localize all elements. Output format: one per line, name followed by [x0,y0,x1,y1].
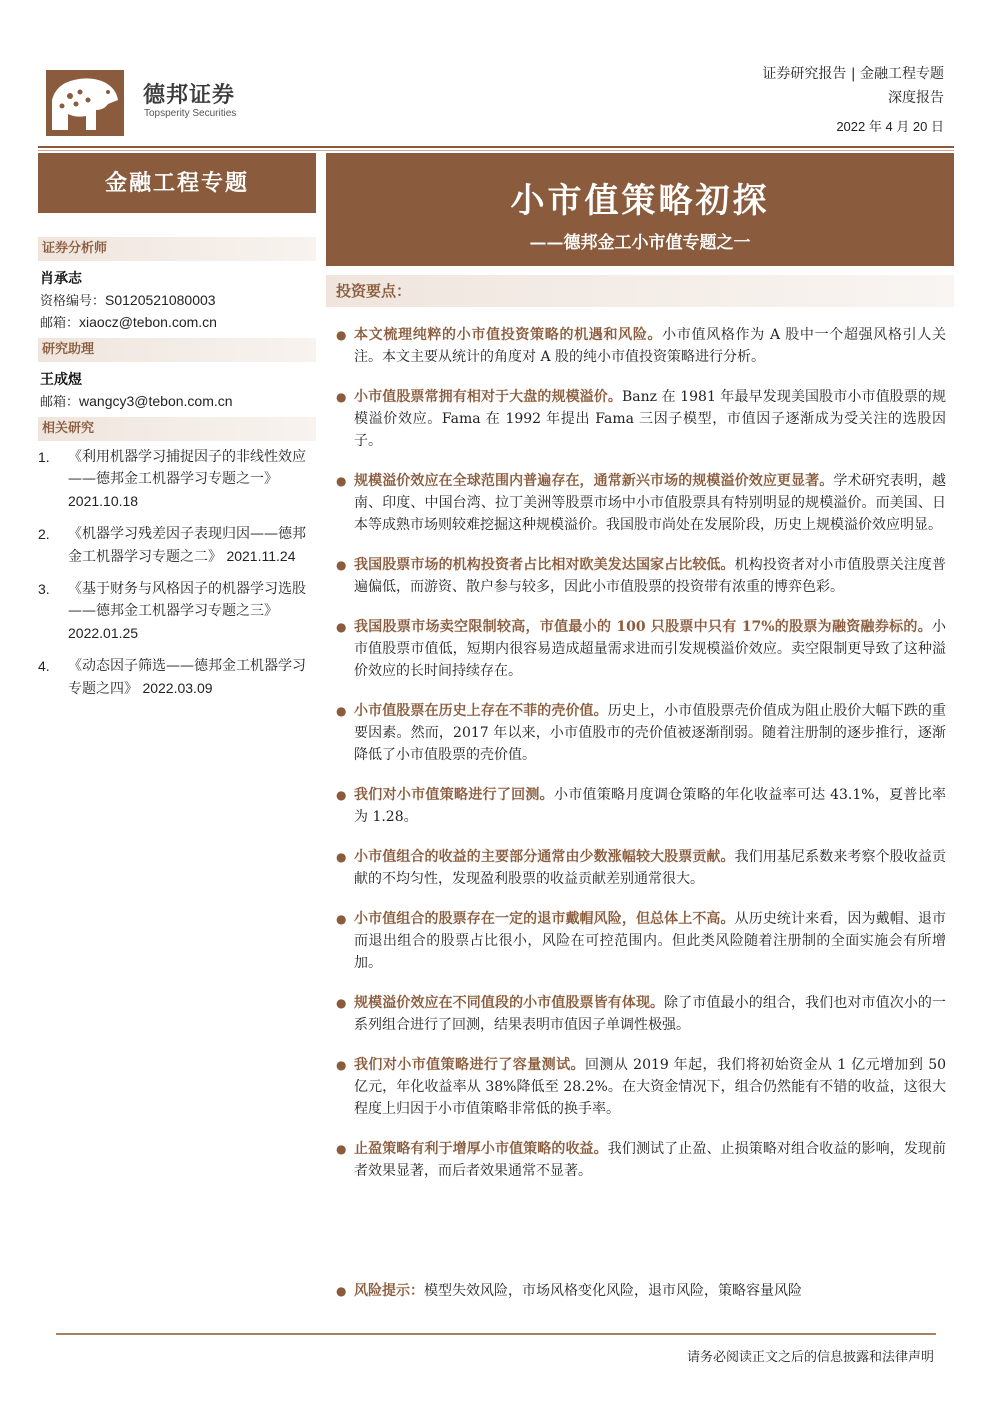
bullet-icon: ● [336,328,347,342]
key-point [334,470,946,536]
company-logo-icon [46,70,124,136]
key-point-text: 从历史统计来看，因为戴帽、退市而退出组合的股票占比很小，风险在可控范围内。但此类风险随着注册制的全面实施会有所增加。 [354,911,947,971]
ref-title: 《机器学习残差因子表现归因——德邦金工机器学习专题之二》 [68,526,306,565]
key-point-highlight: 止盈策略有利于增厚小市值策略的收益。 [354,1141,608,1157]
key-point-text: 学术研究表明，越南、印度、中国台湾、拉丁美洲等股票市场中小市值股票具有特别明显的规模溢价。而美国、日本等成熟市场则较难挖掘这种规模溢价。我国股市尚处在发展阶段，历史上规模溢价效应明显。 [354,473,947,533]
header-divider [38,146,954,148]
key-point [334,616,946,682]
related-research-item[interactable] [38,523,310,568]
ref-number: 4. [38,658,50,674]
analyst-email-link[interactable]: xiaocz@tebon.com.cn [79,314,217,330]
key-point-text: 我们用基尼系数来考察个股收益贡献的不均匀性，发现盈利股票的收益贡献差别通常很大。 [354,849,947,887]
related-research-list [38,446,310,710]
report-title: 小市值策略初探 [510,181,770,221]
key-point [334,784,946,828]
header-divider-thin [38,150,954,151]
key-point [334,992,946,1036]
report-subtype: 深度报告 [888,90,944,106]
related-research-heading: 相关研究 [38,417,316,441]
ref-date: 2021.11.24 [226,548,296,564]
ref-title: 《动态因子筛选——德邦金工机器学习专题之四》 [68,658,306,697]
ref-date: 2022.03.09 [142,680,213,696]
key-point [334,386,946,452]
report-type: 证券研究报告 | 金融工程专题 [762,66,944,82]
bullet-icon: ● [336,850,347,864]
bullet-icon: ● [336,788,347,802]
key-point-text: 机构投资者对小市值股票关注度普遍偏低，而游资、散户参与较多，因此小市值股票的投资带有浓重的博弈色彩。 [354,557,947,595]
brand-name-en: Topsperity Securities [144,108,237,119]
assistant-email-link[interactable]: wangcy3@tebon.com.cn [79,393,233,409]
bullet-icon: ● [336,620,347,634]
analyst-heading: 证券分析师 [38,237,316,261]
key-points-heading: 投资要点： [326,275,954,307]
key-point-text: 小市值策略月度调仓策略的年化收益率可达 43.1%，夏普比率为 1.28。 [354,787,946,825]
ref-number: 2. [38,526,50,542]
key-points-list [334,324,946,1200]
key-point-text: 小市值风格作为 A 股中一个超强风格引人关注。本文主要从统计的角度对 A 股的纯小市值投资策略进行分析。 [354,327,946,365]
key-point [334,846,946,890]
key-point [334,908,946,974]
analyst-cert-label: 资格编号： [40,294,106,309]
ref-number: 1. [38,449,50,465]
key-point-highlight: 我国股票市场的机构投资者占比相对欧美发达国家占比较低。 [354,557,735,573]
analyst-cert: S0120521080003 [105,292,216,308]
ref-date: 2021.10.18 [68,493,139,509]
key-point-highlight: 规模溢价效应在不同值段的小市值股票皆有体现。 [354,995,665,1011]
key-point-highlight: 我们对小市值策略进行了回测。 [354,787,554,803]
bullet-icon: ● [336,704,347,718]
title-banner [326,153,954,266]
analyst-email-line [40,312,217,331]
key-point-highlight: 我们对小市值策略进行了容量测试。 [354,1057,585,1073]
ref-date: 2022.01.25 [68,625,139,641]
key-point-text: 除了市值最小的组合，我们也对市值次小的一系列组合进行了回测，结果表明市值因子单调性极强。 [354,995,947,1033]
bullet-icon: ● [336,558,347,572]
section-banner: 金融工程专题 [38,153,316,213]
assistant-email-line [40,391,233,410]
related-research-item[interactable] [38,446,310,513]
key-point-highlight: 我国股票市场卖空限制较高，市值最小的 100 只股票中只有 17%的股票为融资融券标的。 [354,619,932,635]
risk-text: 模型失效风险，市场风格变化风险，退市风险，策略容量风险 [424,1283,802,1299]
bullet-icon: ● [336,390,347,404]
assistant-heading: 研究助理 [38,338,316,362]
ref-title: 《利用机器学习捕捉因子的非线性效应——德邦金工机器学习专题之一》 [68,449,306,487]
assistant-email-label: 邮箱： [40,395,80,410]
key-point-highlight: 本文梳理纯粹的小市值投资策略的机遇和风险。 [354,327,663,343]
bullet-icon: ● [336,912,347,926]
ref-title: 《基于财务与风格因子的机器学习选股——德邦金工机器学习专题之三》 [68,581,306,619]
key-point-highlight: 规模溢价效应在全球范围内普遍存在，通常新兴市场的规模溢价效应更显著。 [354,473,834,489]
report-date: 2022 年 4 月 20 日 [836,119,944,134]
analyst-name: 肖承志 [40,271,82,287]
key-point [334,554,946,598]
key-point-highlight: 小市值股票在历史上存在不菲的壳价值。 [354,703,608,719]
disclaimer-notice: 请务必阅读正文之后的信息披露和法律声明 [686,1350,934,1365]
key-point-highlight: 小市值股票常拥有相对于大盘的规模溢价。 [354,389,622,405]
key-point-text: 历史上，小市值股票壳价值成为阻止股价大幅下跌的重要因素。然而，2017 年以来，小市值股市的壳价值被逐渐削弱。随着注册制的逐步推行，逐渐降低了小市值股票的壳价值。 [354,703,947,763]
risk-warning [334,1280,946,1302]
analyst-cert-line [40,290,216,309]
key-point-text: 小市值股票市值低，短期内很容易造成超量需求进而引发规模溢价效应。卖空限制更导致了这种溢价效应的长时间持续存在。 [354,619,946,679]
footer-divider [56,1333,936,1335]
key-point [334,1138,946,1182]
key-point-text: Banz 在 1981 年最早发现美国股市小市值股票的规模溢价效应。Fama 在 1992 年提出 Fama 三因子模型，市值因子逐渐成为受关注的选股因子。 [354,389,946,449]
key-point [334,324,946,368]
analyst-email-label: 邮箱： [40,316,80,331]
key-point [334,700,946,766]
bullet-icon: ● [336,996,347,1010]
bullet-icon: ● [336,1284,347,1298]
bullet-icon: ● [336,474,347,488]
key-point-highlight: 小市值组合的股票存在一定的退市戴帽风险，但总体上不高。 [354,911,735,927]
key-point-highlight: 小市值组合的收益的主要部分通常由少数涨幅较大股票贡献。 [354,849,735,865]
key-point-text: 我们测试了止盈、止损策略对组合收益的影响，发现前者效果显著，而后者效果通常不显著。 [354,1141,947,1179]
brand-name-cn: 德邦证券 [143,83,236,108]
related-research-item[interactable] [38,655,310,700]
key-point-text: 回测从 2019 年起，我们将初始资金从 1 亿元增加到 50 亿元，年化收益率从 38%降低至 28.2%。在大资金情况下，组合仍然能有不错的收益，这很大程度上归因于小市值策略非常低的换手率。 [354,1057,947,1117]
related-research-item[interactable] [38,578,310,645]
key-point [334,1054,946,1120]
risk-label: 风险提示： [354,1283,424,1299]
bullet-icon: ● [336,1142,347,1156]
ref-number: 3. [38,581,50,597]
bullet-icon: ● [336,1058,347,1072]
assistant-name: 王成煜 [40,372,82,388]
report-subtitle: ——德邦金工小市值专题之一 [529,233,751,253]
